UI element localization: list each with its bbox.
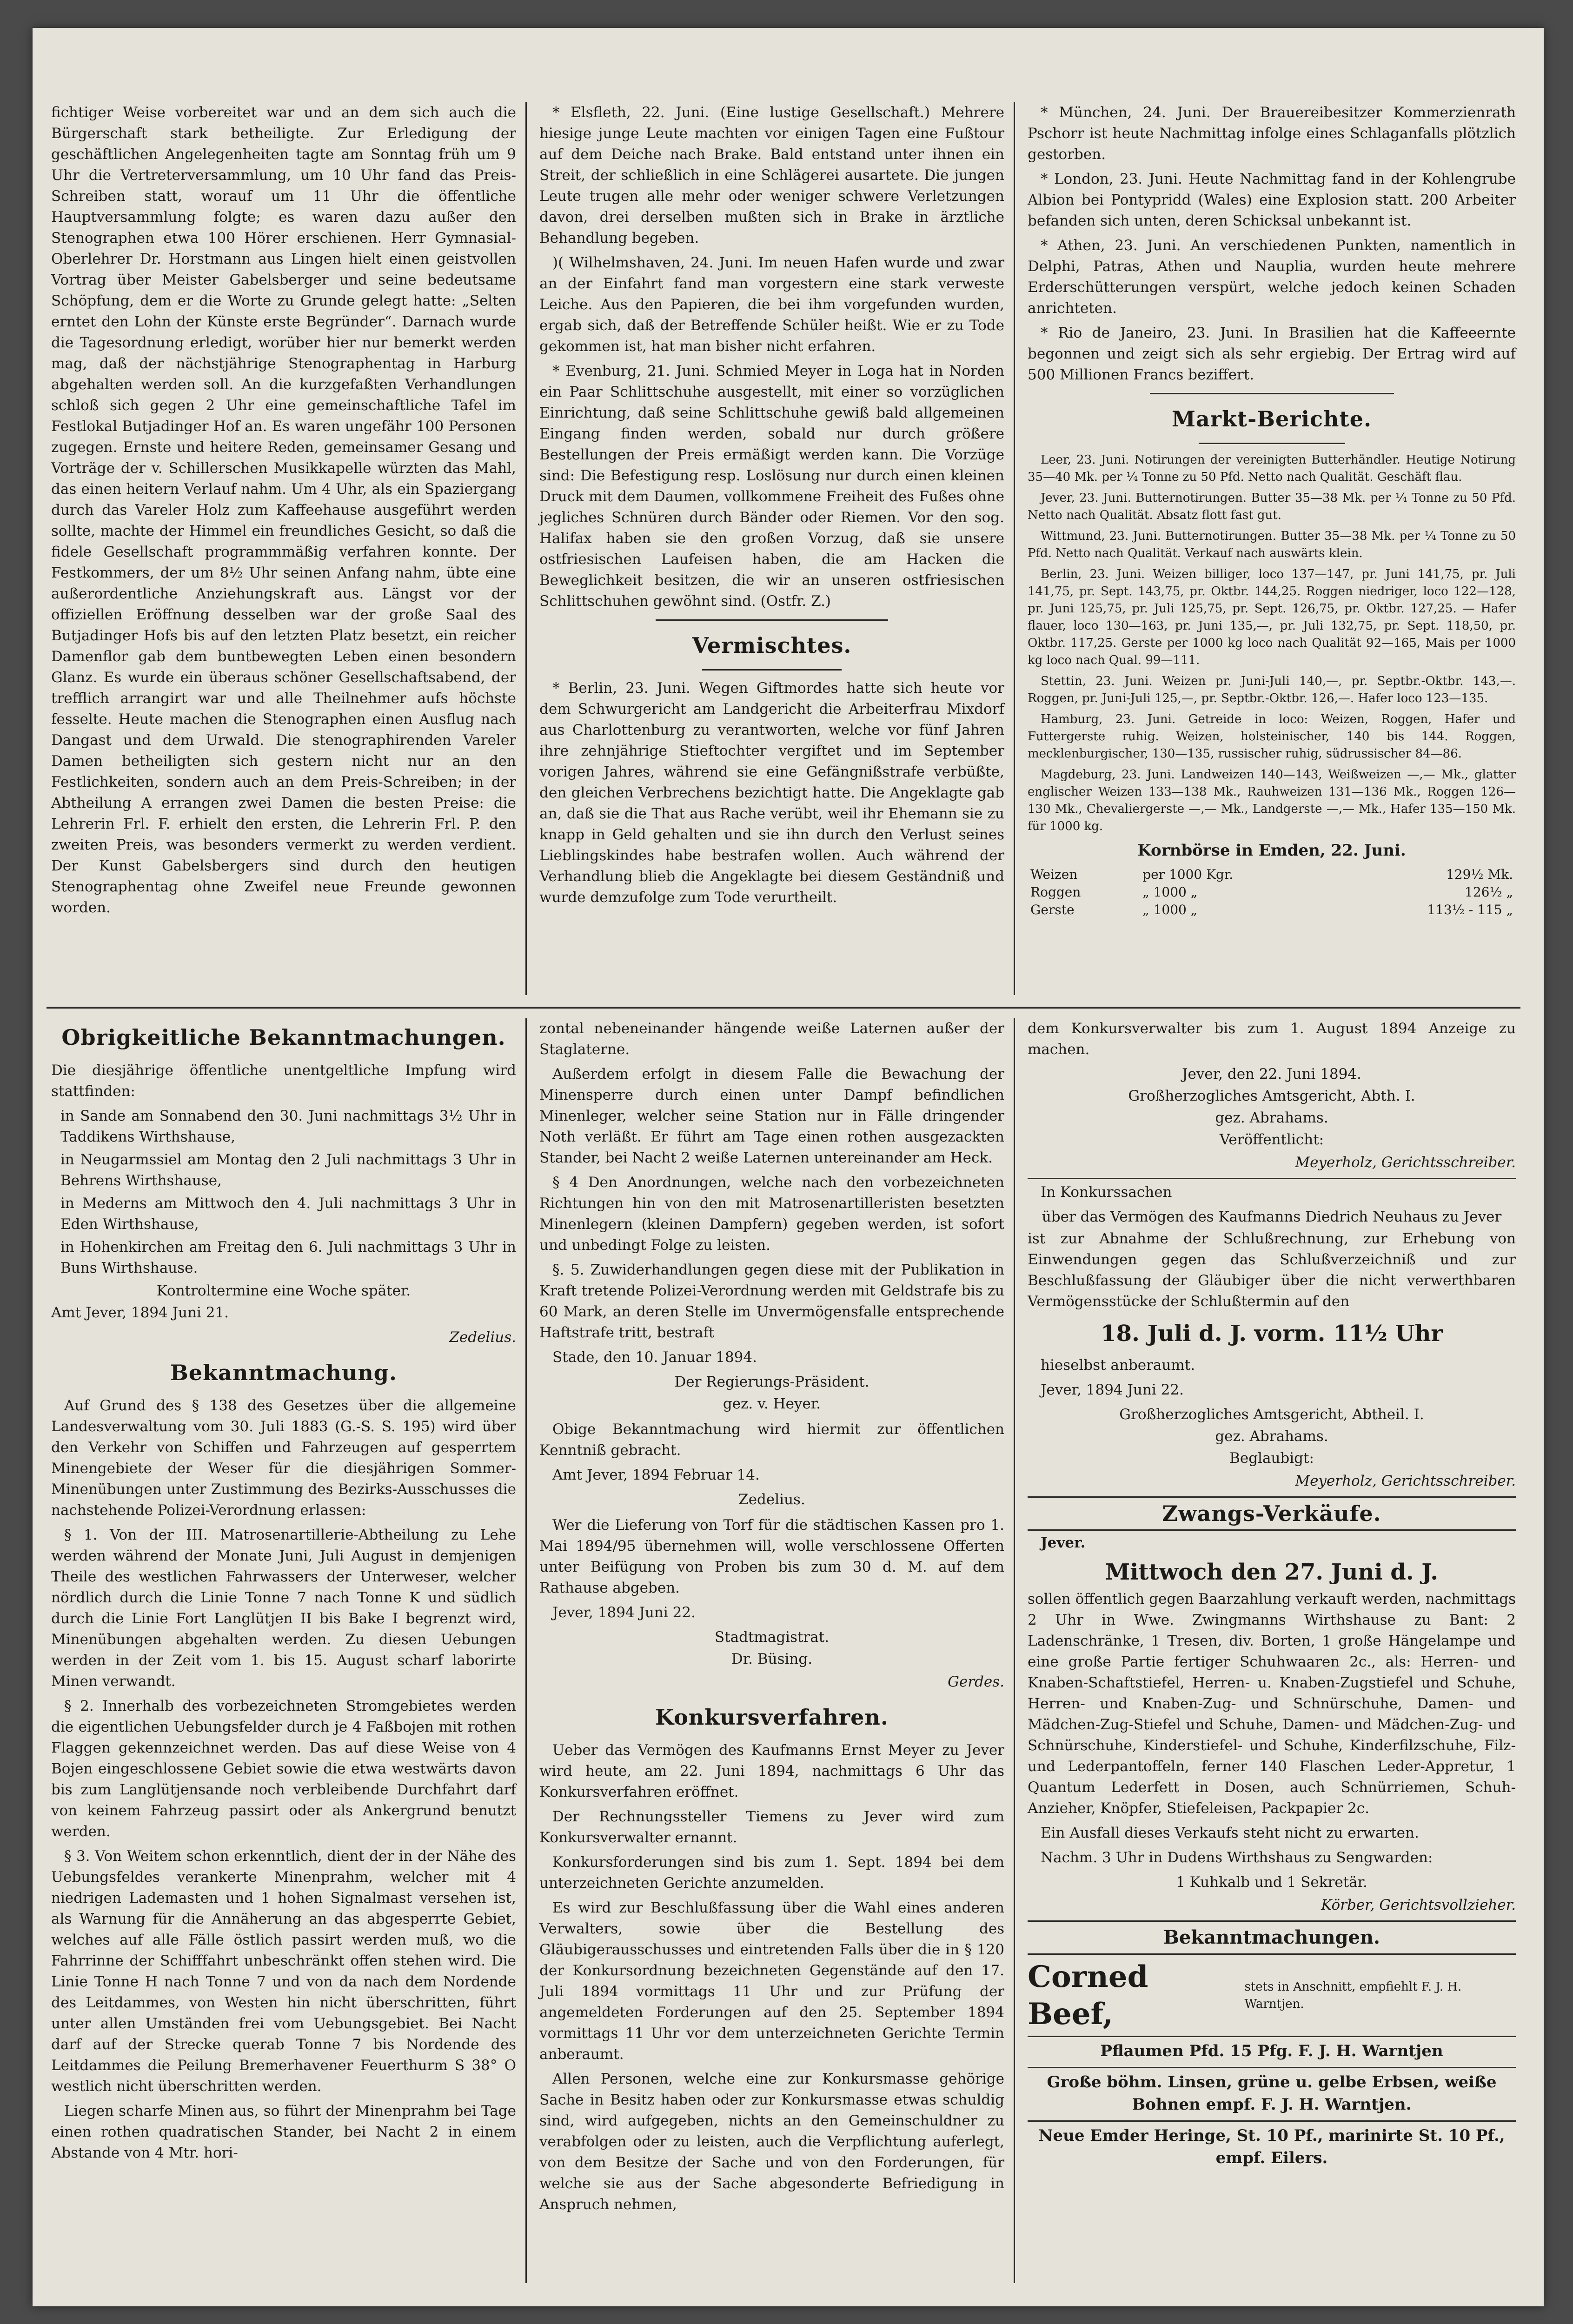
paragraph: sollen öffentlich gegen Baarzahlung verkauft werden, nachmittags 2 Uhr in Wwe. Zwingmanns Wirthshause zu Bant: 2 Ladenschränke, 1 Tresen, div. Borten, 1 große Hängelampe und eine große Partie fertiger Schuhwaaren 2c., als: Herren- und Knaben-Schaftstiefel, Herren- u. Knaben-Zugstiefel und Schuhe, Herren- und Knaben-Zug- und Schnürschuhe, Damen- und Mädchen-Zug-Stiefel und Schuhe, Damen- und Mädchen-Zug- und Schnürschuhe, Kinderstiefel- und Schuhe, Kinderfilzschuhe, Filz- und Lederpantoffeln, ferner 140 Flaschen Leder-Appretur, 1 Quantum Lederfett in Dosen, auch Schnürriemen, Schuh-Anzieher, Knöpfer, Stiefeleisen, Packpapier 2c.	[1028, 1591, 1516, 1817]
ad-text: stets in Anschnitt, empfiehlt F. J. H. Warntjen.	[1244, 1980, 1462, 2011]
paragraph: dem Konkursverwalter bis zum 1. August 1894 Anzeige zu machen.	[1028, 1020, 1516, 1058]
termin-date: 18. Juli d. J. vorm. 11½ Uhr	[1101, 1321, 1443, 1347]
market-berlin: Berlin, 23. Juni. Weizen billiger, loco 137—147, pr. Juni 141,75, pr. Juli 141,75, pr. Sept. 143,75, pr. Oktbr. 144,25. Roggen niedriger, loco 122—128, pr. Juni 125,75, pr. Juli 125,75, pr. Sept. 126,75, pr. Oktbr. 127,25. — Hafer flauer, loco 130—163, pr. Juni 135,—, pr. Juli 132,75, pr. Sept. 118,50, pr. Oktbr. 117,25. Gerste per 1000 kg loco nach Qualität 92—165, Mais per 1000 kg loco nach Qual. 99—111.	[1028, 567, 1516, 667]
article-rio: * Rio de Janeiro, 23. Juni. In Brasilien hat die Kaffeeernte begonnen und zeigt sich als sehr ergiebig. Der Ertrag wird auf 500 Millionen Francs beziffert.	[1028, 325, 1516, 383]
ad-heringe: Neue Emder Heringe, St. 10 Pf., marinirte St. 10 Pf., empf. Eilers.	[1038, 2126, 1505, 2167]
market-jever: Jever, 23. Juni. Butternotirungen. Butter 35—38 Mk. per ¼ Tonne zu 50 Pfd. Netto nach Qualität. Absatz flott fast gut.	[1028, 491, 1516, 522]
rule	[1028, 1953, 1516, 1955]
sale-date: Mittwoch den 27. Juni d. J.	[1105, 1559, 1438, 1585]
table-row	[1028, 866, 1516, 883]
table-cell: Weizen	[1030, 867, 1078, 882]
paragraph: Außerdem erfolgt in diesem Falle die Bewachung der Minensperre durch einen unter Dampf befindlichen Minenleger, welcher seine Station nur in Fälle dringender Noth verläßt. Er führt am Tage einen rothen ausgezackten Stander, bei Nacht 2 weiße Laternen untereinander am Heck.	[539, 1066, 1004, 1166]
signature: Dr. Büsing.	[731, 1651, 813, 1667]
table-cell: per 1000 Kgr.	[1142, 867, 1234, 882]
signature: gez. v. Heyer.	[723, 1395, 821, 1412]
table-row	[1028, 901, 1516, 919]
paragraph: Obige Bekanntmachung wird hiermit zur öffentlichen Kenntniß gebracht.	[539, 1421, 1004, 1459]
article-evenburg: * Evenburg, 21. Juni. Schmied Meyer in Loga hat in Norden ein Paar Schlittschuhe ausgestellt, mit einer so vorzüglichen Einrichtung, daß seine Schlittschuhe gewiß bald allgemeinen Eingang finden werden, sobald nur durch größere Bestellungen der Preis ermäßigt werden kann. Die Vorzüge sind: Die Befestigung resp. Loslösung nur durch einen kleinen Druck mit dem Daumen, vollkommene Freiheit des Fußes ohne jegliches Schnüren durch Bänder oder Riemen. Vor den sog. Halifax haben sie den großen Vorzug, daß sie unsere ostfriesischen Laufeisen haben, die am Hacken die Beweglichkeit besitzen, die wir an unseren ostfriesischen Schlittschuhen gewöhnt sind. (Ostfr. Z.)	[539, 363, 1004, 610]
place-line: Jever.	[1041, 1534, 1086, 1551]
top-column-1	[51, 102, 516, 922]
newspaper-page	[33, 28, 1544, 2306]
ad-pflaumen: Pflaumen Pfd. 15 Pfg. F. J. H. Warntjen	[1100, 2042, 1443, 2060]
section-rule	[1199, 443, 1345, 444]
paragraph: Liegen scharfe Minen aus, so führt der Minenprahm bei Tage einen rothen quadratischen Stander, bei Nacht 2 in einem Abstande von 4 Mtr. hori-	[51, 2103, 516, 2161]
heading-bekanntmachungen: Bekanntmachungen.	[1163, 1926, 1380, 1948]
paragraph: Wer die Lieferung von Torf für die städtischen Kassen pro 1. Mai 1894/95 übernehmen will, wolle verschlossene Offerten unter Beifügung von Proben bis zum 30 d. M. auf dem Rathause abgeben.	[539, 1517, 1004, 1596]
certified-label: Beglaubigt:	[1229, 1450, 1314, 1467]
market-hamburg: Hamburg, 23. Juni. Getreide in loco: Weizen, Roggen, Hafer und Futtergerste ruhig. Weizen, holsteinischer, 140 bis 144. Roggen, mecklenburgischer, 130—135, russischer ruhig, südrussischer 84—86.	[1028, 712, 1516, 761]
article-athen: * Athen, 23. Juni. An verschiedenen Punkten, namentlich in Delphi, Patras, Athen und Nauplia, wurden heute mehrere Erderschütterungen verspürt, welche jedoch keinen Schaden anrichteten.	[1028, 237, 1516, 317]
paragraph: Ueber das Vermögen des Kaufmanns Ernst Meyer zu Jever wird heute, am 22. Juni 1894, nachmittags 6 Uhr das Konkursverfahren eröffnet.	[539, 1742, 1004, 1800]
market-leer: Leer, 23. Juni. Notirungen der vereinigten Butterhändler. Heutige Notirung 35—40 Mk. per ¼ Tonne zu 50 Pfd. Netto nach Qualität. Geschäft flau.	[1028, 453, 1516, 484]
paragraph: § 2. Innerhalb des vorbezeichneten Stromgebietes werden die eigentlichen Uebungsfelder durch je 4 Faßbojen mit rothen Flaggen gekennzeichnet werden. Das auf diese Weise von 4 Bojen eingeschlossene Gebiet sowie die etwa westwärts davon bis zum Langlütjensande noch verbleibende Durchfahrt darf von keinem Fahrzeug passirt oder als Ankergrund benutzt werden.	[51, 1698, 516, 1840]
signature: Meyerholz, Gerichtsschreiber.	[1295, 1473, 1516, 1489]
signature: Gerdes.	[948, 1673, 1004, 1690]
rule	[1028, 1529, 1516, 1531]
article-stenographentag: fichtiger Weise vorbereitet war und an dem sich auch die Bürgerschaft stark betheiligte. Zur Erledigung der geschäftlichen Angelegenheiten tagte am Sonntag früh um 9 Uhr die Vertreterversammlung, um 10 Uhr fand das Preis-Schreiben statt, worauf um 11 Uhr die öffentliche Hauptversammlung folgte; es waren dazu außer den Stenographen etwa 100 Hörer erschienen. Herr Gymnasial-Oberlehrer Dr. Horstmann aus Lingen hielt einen geistvollen Vortrag über Meister Gabelsberger und seine bedeutsame Schöpfung, dem er die Worte zu Grunde gelegt hatte: „Selten erntet den Lohn der Künste erste Begründer“. Darnach wurde die Tagesordnung erledigt, worüber hier nur bemerkt werden mag, daß der nächstjährige Stenographentag in Harburg abgehalten werden soll. An die kurzgefaßten Verhandlungen schloß sich gegen 2 Uhr eine gemeinschaftliche Tafel im Festlokal Butjadinger Hof an. Es waren ungefähr 100 Personen zugegen. Ernste und heitere Reden, gemeinsamer Gesang und Vorträge der v. Schillerschen Musikkapelle würzten das Mahl, das einen heitern Verlauf nahm. Um 4 Uhr, als ein Spaziergang durch das Vareler Holz zum Kaffeehause ausgeführt werden sollte, machte der Himmel ein freundliches Gesicht, so daß die fidele Gesellschaft programmmäßig verfahren konnte. Der Festkommers, der um 8½ Uhr seinen Anfang nahm, übte eine außerordentliche Anziehungskraft aus. Längst vor der offiziellen Eröffnung desselben war der große Saal des Butjadinger Hofs bis auf den letzten Platz besetzt, ein reicher Damenflor gab dem buntbewegten Leben einen besondern Glanz. Es wurde ein überaus schöner Gesellschaftsabend, der trefflich arrangirt war und alle Theilnehmer aufs höchste fesselte. Heute machen die Stenographen einen Ausflug nach Dangast und dem Urwald. Die stenographirenden Vareler Damen betheiligten sich gestern nicht nur an den Festlichkeiten, sondern auch an dem Preis-Schreiben; in der Abtheilung A errangen zwei Damen die besten Preise: die Lehrerin Frl. F. erhielt den ersten, die Lehrerin Frl. P. den zweiten Preis, was besonders vermerkt zu werden verdient. Der Kunst Gabelsbergers sind durch den heutigen Stenographentag ohne Zweifel neue Freunde gewonnen worden.	[51, 104, 516, 916]
signature: Stadtmagistrat.	[714, 1629, 830, 1646]
paragraph: §. 5. Zuwiderhandlungen gegen diese mit der Publikation in Kraft tretende Polizei-Verordnung werden mit Geldstrafe bis zu 60 Mark, an deren Stelle im Unvermögensfalle entsprechende Haftstrafe tritt, bestraft	[539, 1262, 1004, 1341]
paragraph: zontal nebeneinander hängende weiße Laternen außer der Staglaterne.	[539, 1020, 1004, 1058]
ad-linsen: Große böhm. Linsen, grüne u. gelbe Erbsen, weiße Bohnen empf. F. J. H. Warntjen.	[1047, 2073, 1497, 2114]
paragraph: hieselbst anberaumt.	[1041, 1357, 1195, 1374]
signature: Zedelius.	[449, 1329, 516, 1346]
table-cell: Gerste	[1030, 902, 1075, 917]
date-line: Jever, 1894 Juni 22.	[552, 1604, 696, 1621]
paragraph: § 4 Den Anordnungen, welche nach den vorbezeichneten Richtungen hin von den mit Matrosenartilleristen besetzten Minenlegern (kleinen Dampfern) gegeben werden, ist sofort und unbedingt Folge zu leisten.	[539, 1174, 1004, 1254]
list-item: in Hohenkirchen am Freitag den 6. Juli nachmittags 3 Uhr in Buns Wirthshause.	[60, 1239, 516, 1276]
top-column-2	[539, 102, 1004, 912]
table-cell: „ 1000 „	[1142, 884, 1198, 900]
signature: gez. Abrahams.	[1215, 1109, 1328, 1126]
market-reports	[1028, 452, 1516, 835]
bottom-column-1	[51, 1018, 516, 2167]
rule	[1028, 1496, 1516, 1498]
signature: gez. Abrahams.	[1215, 1428, 1328, 1445]
bottom-column-3	[1028, 1018, 1516, 2174]
section-rule	[1150, 393, 1394, 394]
signature: Körber, Gerichtsvollzieher.	[1321, 1897, 1516, 1913]
article-wilhelmshaven: )( Wilhelmshaven, 24. Juni. Im neuen Hafen wurde und zwar an der Einfahrt fand man vorgestern eine stark verweste Leiche. Aus den Papieren, die bei ihm vorgefunden wurden, ergab sich, daß der Betreffende Schüler heißt. Wie er zu Tode gekommen ist, hat man bisher nicht erfahren.	[539, 254, 1004, 355]
paragraph: Auf Grund des § 138 des Gesetzes über die allgemeine Landesverwaltung vom 30. Juli 1883 (G.-S. S. 195) wird über den Verkehr von Schiffen und Fahrzeugen auf gesperrtem Minengebiete der Weser für die diesjährigen Sommer-Minenübungen unter Zustimmung des Bezirks-Ausschusses die nachstehende Polizei-Verordnung erlassen:	[51, 1397, 516, 1519]
kornboerse-title: Kornbörse in Emden, 22. Juni.	[1137, 841, 1406, 860]
rule	[1028, 2067, 1516, 2068]
column-divider	[1014, 1018, 1015, 2283]
court-name: Großherzogliches Amtsgericht, Abth. I.	[1128, 1088, 1415, 1104]
rule	[1028, 2120, 1516, 2122]
article-elsfleth: * Elsfleth, 22. Juni. (Eine lustige Gesellschaft.) Mehrere hiesige junge Leute machten vor einigen Tagen eine Fußtour auf dem Deiche nach Brake. Bald entstand unter ihnen ein Streit, der schließlich in eine Schlägerei ausartete. Die jungen Leute trugen alle mehr oder weniger schwere Verletzungen davon, drei derselben mußten sich in Brake in ärztliche Behandlung begeben.	[539, 104, 1004, 246]
date-line: Jever, den 22. Juni 1894.	[1182, 1066, 1361, 1082]
list-item: in Mederns am Mittwoch den 4. Juli nachmittags 3 Uhr in Eden Wirthshause,	[60, 1195, 516, 1233]
list-item: in Sande am Sonnabend den 30. Juni nachmittags 3½ Uhr in Taddikens Wirthshause,	[60, 1108, 516, 1145]
court-name: Großherzogliches Amtsgericht, Abtheil. I.	[1119, 1406, 1424, 1423]
section-rule	[656, 619, 888, 621]
section-heading-vermischtes: Vermischtes.	[692, 633, 852, 658]
paragraph: In Konkurssachen	[1041, 1184, 1172, 1201]
paragraph: Der Rechnungssteller Tiemens zu Jever wird zum Konkursverwalter ernannt.	[539, 1808, 1004, 1846]
impfung-intro: Die diesjährige öffentliche unentgeltliche Impfung wird stattfinden:	[51, 1062, 516, 1100]
table-cell: „ 1000 „	[1142, 902, 1198, 917]
paragraph: § 3. Von Weitem schon erkenntlich, dient der in der Nähe des Uebungsfeldes verankerte Minenprahm, welcher mit 4 niedrigen Lademasten und 1 hohen Signalmast versehen ist, als Warnung für die Annäherung an das abgesperrte Gebiet, welches auf alle Fälle östlich passirt werden muß, wo die Fahrrinne der Schifffahrt unbeschränkt offen stehen wird. Die Linie Tonne H nach Tonne 7 und von da nach dem Nordende des Leitdammes, von Westen hin nicht überschritten, führt unter allen Umständen frei vom Uebungsgebiet. Bei Nacht darf auf der Strecke querab Tonne 7 bis Nordende des Leitdammes die Peilung Bremerhavener Feuerthurm S 38° O westlich nicht überschritten werden.	[51, 1848, 516, 2095]
date-line: Amt Jever, 1894 Februar 14.	[552, 1467, 760, 1483]
table-cell: 129½ Mk.	[1446, 867, 1513, 882]
section-heading-markt-berichte: Markt-Berichte.	[1171, 406, 1372, 432]
paragraph: 1 Kuhkalb und 1 Sekretär.	[1176, 1874, 1367, 1891]
top-column-3	[1028, 102, 1516, 919]
column-divider	[1014, 102, 1015, 995]
impfung-list	[51, 1106, 516, 1279]
note: Kontroltermine eine Woche später.	[156, 1282, 411, 1299]
paragraph: § 1. Von der III. Matrosenartillerie-Abtheilung zu Lehe werden während der Monate Juni, Juli August in demjenigen Theile des westlichen Fahrwassers der Unterweser, welcher nördlich durch die Linie Tonne 7 nach Tonne K und südlich durch die Linie Fort Langlütjen II bis Bake I begrenzt wird, Minenübungen abgehalten werden. Zu diesen Uebungen werden in der Zeit vom 1. bis 15. August scharf laborirte Minen verwandt.	[51, 1527, 516, 1690]
market-wittmund: Wittmund, 23. Juni. Butternotirungen. Butter 35—38 Mk. per ¼ Tonne zu 50 Pfd. Netto nach Qualität. Verkauf nach auswärts klein.	[1028, 529, 1516, 560]
signature: Zedelius.	[738, 1491, 805, 1508]
paragraph: Konkursforderungen sind bis zum 1. Sept. 1894 bei dem unterzeichneten Gerichte anzumelden.	[539, 1854, 1004, 1892]
date-line: Jever, 1894 Juni 22.	[1041, 1381, 1184, 1398]
heading-konkursverfahren: Konkursverfahren.	[655, 1705, 889, 1730]
rule	[1028, 2036, 1516, 2037]
table-cell: 113½ - 115 „	[1427, 902, 1513, 917]
published-label: Veröffentlicht:	[1219, 1131, 1324, 1148]
ad-corned-beef	[1028, 1957, 1516, 2035]
signature: Der Regierungs-Präsident.	[674, 1374, 869, 1390]
section-divider	[46, 1007, 1520, 1009]
table-row	[1028, 883, 1516, 901]
bottom-column-2	[539, 1018, 1004, 2219]
signature: Meyerholz, Gerichtsschreiber.	[1295, 1154, 1516, 1171]
date-line: Stade, den 10. Januar 1894.	[552, 1349, 757, 1366]
table-cell: Roggen	[1030, 884, 1081, 900]
rule	[1028, 1920, 1516, 1922]
heading-zwangs-verkaeufe: Zwangs-Verkäufe.	[1162, 1501, 1381, 1526]
column-divider	[525, 102, 527, 995]
paragraph: Allen Personen, welche eine zur Konkursmasse gehörige Sache in Besitz haben oder zur Konkursmasse etwas schuldig sind, wird aufgegeben, nichts an den Gemeinschuldner zu verabfolgen oder zu leisten, auch die Verpflichtung auferlegt, von dem Besitze der Sache und von den Forderungen, für welche sie aus der Sache abgesonderte Befriedigung in Anspruch nehmen,	[539, 2071, 1004, 2213]
paragraph: Ein Ausfall dieses Verkaufs steht nicht zu erwarten.	[1041, 1825, 1419, 1841]
date-line: Amt Jever, 1894 Juni 21.	[51, 1304, 229, 1321]
heading-obrigkeitliche: Obrigkeitliche Bekanntmachungen.	[61, 1025, 506, 1050]
rule	[1028, 1178, 1516, 1179]
market-magdeburg: Magdeburg, 23. Juni. Landweizen 140—143, Weißweizen —,— Mk., glatter englischer Weizen 133—138 Mk., Rauhweizen 131—136 Mk., Roggen 126—130 Mk., Chevaliergerste —,— Mk., Landgerste —,— Mk., Hafer 135—150 Mk. für 1000 kg.	[1028, 768, 1516, 833]
paragraph: über das Vermögen des Kaufmanns Diedrich Neuhaus zu Jever	[1042, 1208, 1502, 1225]
paragraph: ist zur Abnahme der Schlußrechnung, zur Erhebung von Einwendungen gegen das Schlußverzeichniß und zur Beschlußfassung der Gläubiger über die nicht verwerthbaren Vermögensstücke der Schlußtermin auf den	[1028, 1230, 1516, 1310]
article-berlin: * Berlin, 23. Juni. Wegen Giftmordes hatte sich heute vor dem Schwurgericht am Landgericht die Arbeiterfrau Mixdorf aus Charlottenburg zu verantworten, welche vor fünf Jahren ihre zehnjährige Stieftochter vergiftet und im September vorigen Jahres, während sie eine Gefängnißstrafe verbüßte, den gleichen Verbrechens bezichtigt hatte. Die Angeklagte gab an, daß sie die That aus Rache verübt, weil ihr Ehemann sie zu knapp in Geld gehalten und sie ihn durch den Verlust seines Lieblingskindes habe bestrafen wollen. Auch während der Verhandlung blieb die Angeklagte bei diesem Geständniß und wurde demzufolge zum Tode verurtheilt.	[539, 680, 1004, 906]
ad-title: Corned Beef,	[1028, 1959, 1148, 2032]
heading-bekanntmachung: Bekanntmachung.	[170, 1360, 397, 1385]
paragraph: Nachm. 3 Uhr in Dudens Wirthshaus zu Sengwarden:	[1041, 1849, 1433, 1866]
paragraph: Es wird zur Beschlußfassung über die Wahl eines anderen Verwalters, sowie über die Bestellung des Gläubigerausschusses und eintretenden Falls über die in § 120 der Konkursordnung bezeichneten Gegenstände auf den 17. Juli 1894 vormittags 11 Uhr und zur Prüfung der angemeldeten Forderungen auf den 25. September 1894 vormittags 11 Uhr vor dem unterzeichneten Gerichte Termin anberaumt.	[539, 1899, 1004, 2063]
article-muenchen: * München, 24. Juni. Der Brauereibesitzer Kommerzienrath Pschorr ist heute Nachmittag infolge eines Schlaganfalls plötzlich gestorben.	[1028, 104, 1516, 163]
article-london: * London, 23. Juni. Heute Nachmittag fand in der Kohlengrube Albion bei Pontypridd (Wales) eine Explosion statt. 200 Arbeiter befanden sich unten, deren Schicksal unbekannt ist.	[1028, 171, 1516, 229]
section-rule	[702, 669, 842, 671]
table-cell: 126½ „	[1465, 884, 1513, 900]
market-stettin: Stettin, 23. Juni. Weizen pr. Juni-Juli 140,—, pr. Septbr.-Oktbr. 143,—. Roggen, pr. Juni-Juli 125,—, pr. Septbr.-Oktbr. 126,—. Hafer loco 123—135.	[1028, 674, 1516, 705]
list-item: in Neugarmssiel am Montag den 2 Juli nachmittags 3 Uhr in Behrens Wirthshause,	[60, 1151, 516, 1189]
kornboerse-table	[1028, 866, 1516, 919]
column-divider	[525, 1018, 527, 2283]
